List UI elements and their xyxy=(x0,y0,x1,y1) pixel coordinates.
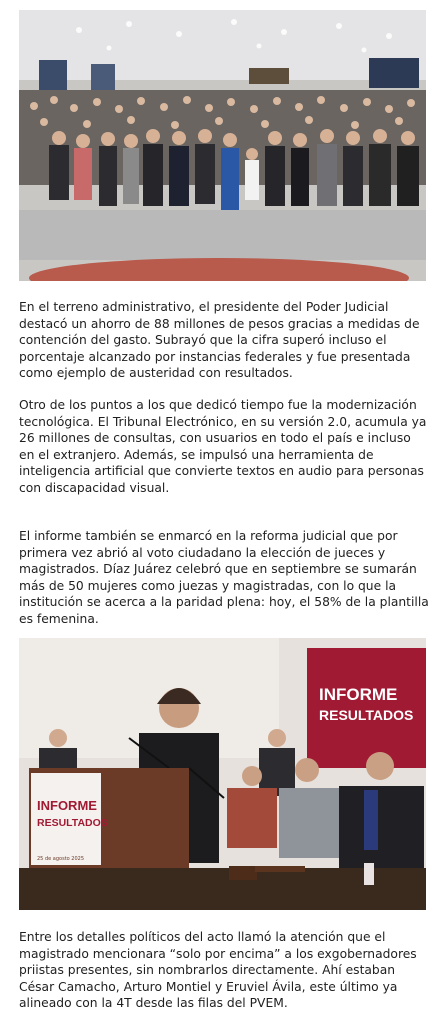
article-paragraph: El informe también se enmarcó en la reforma judicial que por primera vez abrió al voto ciudadano la elección de jueces y magistrados. Díaz Juárez celebró que en septiembre se sumarán más de 50 mujeres como juezas y magistradas, con lo que la institución se acerca a la paridad plena: hoy, el 58% de la plantilla es femenina. xyxy=(19,529,429,626)
podium-sign-title: INFORME xyxy=(37,798,97,813)
article-paragraph: En el terreno administrativo, el presidente del Poder Judicial destacó un ahorro de 88 millones de pesos gracias a medidas de contención del gasto. Subrayó que la cifra superó incluso el porcentaje alcanzado por instancias federales y fue presentada como ejemplo de austeridad con resultados. xyxy=(19,300,420,381)
banner-subtitle: RESULTADOS xyxy=(319,707,414,723)
banner-title: INFORME xyxy=(319,685,398,704)
podium-photo xyxy=(19,638,426,910)
article-paragraph: Otro de los puntos a los que dedicó tiempo fue la modernización tecnológica. El Tribunal Electrónico, en su versión 2.0, acumula ya 26 millones de consultas, con usuarios en todo el país e incluso en el extranjero. Además, se impulsó una herramienta de inteligencia artificial que convierte textos en audio para personas con discapacidad visual. xyxy=(19,398,427,495)
group-photo xyxy=(19,10,426,281)
article-paragraph: Entre los detalles políticos del acto llamó la atención que el magistrado mencionara “solo por encima” a los exgobernadores priistas presentes, sin nombrarlos directamente. Ahí estaban César Camacho, Arturo Montiel y Eruviel Ávila, este último ya alineado con la 4T desde las filas del PVEM. xyxy=(19,930,417,1011)
group-photo-illustration xyxy=(19,10,426,281)
podium-sign-date: 25 de agosto 2025 xyxy=(37,856,85,862)
podium-sign-subtitle: RESULTADOS xyxy=(37,817,108,829)
podium-photo-illustration xyxy=(19,638,426,910)
